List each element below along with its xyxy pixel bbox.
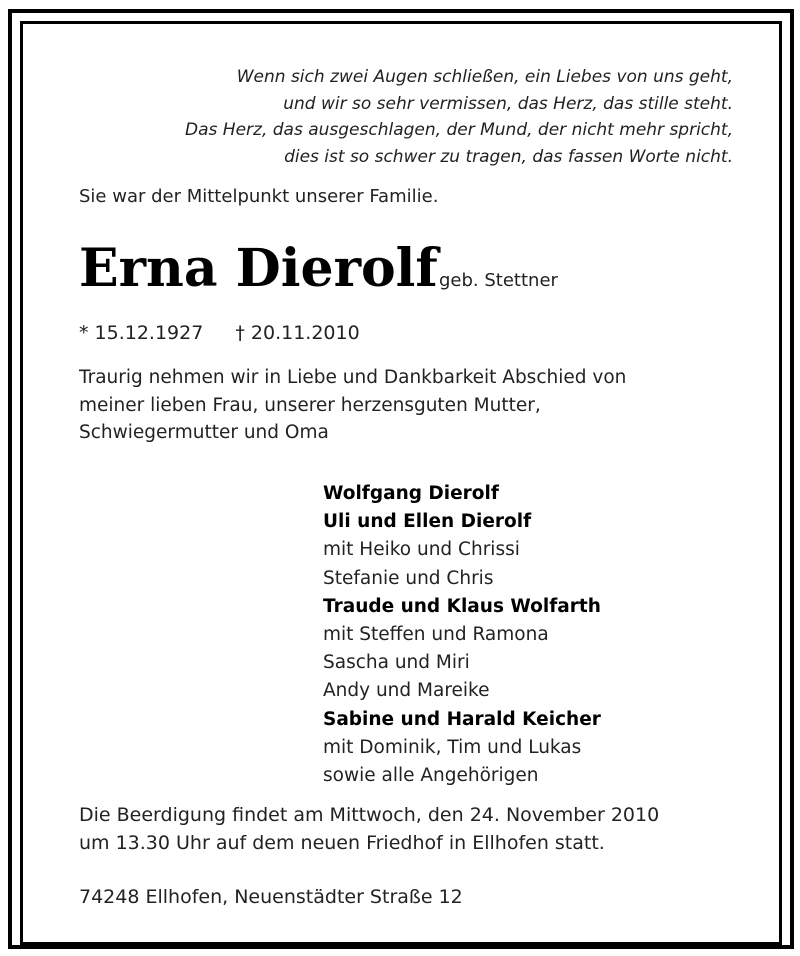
family-entry: mit Dominik, Tim und Lukas bbox=[323, 736, 582, 758]
mourning-text bbox=[79, 364, 626, 447]
death-date: † 20.11.2010 bbox=[235, 322, 360, 344]
family-entry: mit Steffen und Ramona bbox=[323, 624, 549, 646]
intro-text: Sie war der Mittelpunkt unserer Familie. bbox=[79, 186, 439, 207]
family-list bbox=[323, 480, 601, 790]
family-entry: Uli und Ellen Dierolf bbox=[323, 511, 532, 533]
poem bbox=[185, 64, 733, 170]
poem-line: Das Herz, das ausgeschlagen, der Mund, der nicht mehr spricht, bbox=[185, 120, 733, 140]
funeral-line: Die Beerdigung findet am Mittwoch, den 24. November 2010 bbox=[79, 804, 660, 826]
life-dates bbox=[79, 322, 360, 344]
birth-date: * 15.12.1927 bbox=[79, 322, 204, 344]
mourning-line: meiner lieben Frau, unserer herzensguten Mutter, bbox=[79, 394, 541, 416]
poem-line: Wenn sich zwei Augen schließen, ein Liebes von uns geht, bbox=[236, 67, 733, 87]
maiden-name: geb. Stettner bbox=[439, 270, 558, 291]
notice-inner-border bbox=[20, 21, 782, 945]
poem-line: dies ist so schwer zu tragen, das fassen Worte nicht. bbox=[284, 146, 733, 167]
address: 74248 Ellhofen, Neuenstädter Straße 12 bbox=[79, 886, 463, 908]
deceased-name: Erna Dierolf bbox=[79, 238, 438, 299]
funeral-info bbox=[79, 802, 659, 857]
family-entry: mit Heiko und Chrissi bbox=[323, 539, 520, 561]
mourning-line: Traurig nehmen wir in Liebe und Dankbarkeit Abschied von bbox=[79, 367, 627, 388]
family-entry: Sabine und Harald Keicher bbox=[323, 708, 601, 730]
poem-line: und wir so sehr vermissen, das Herz, das stille steht. bbox=[283, 93, 733, 114]
family-entry: Andy und Mareike bbox=[323, 680, 490, 702]
family-entry: sowie alle Angehörigen bbox=[323, 765, 539, 787]
mourning-line: Schwiegermutter und Oma bbox=[79, 422, 329, 443]
family-entry: Stefanie und Chris bbox=[323, 567, 494, 589]
family-entry: Sascha und Miri bbox=[323, 652, 470, 674]
funeral-line: um 13.30 Uhr auf dem neuen Friedhof in Ellhofen statt. bbox=[79, 831, 605, 854]
family-entry: Traude und Klaus Wolfarth bbox=[323, 595, 601, 617]
notice-outer-border bbox=[8, 9, 794, 949]
family-entry: Wolfgang Dierolf bbox=[323, 483, 499, 504]
